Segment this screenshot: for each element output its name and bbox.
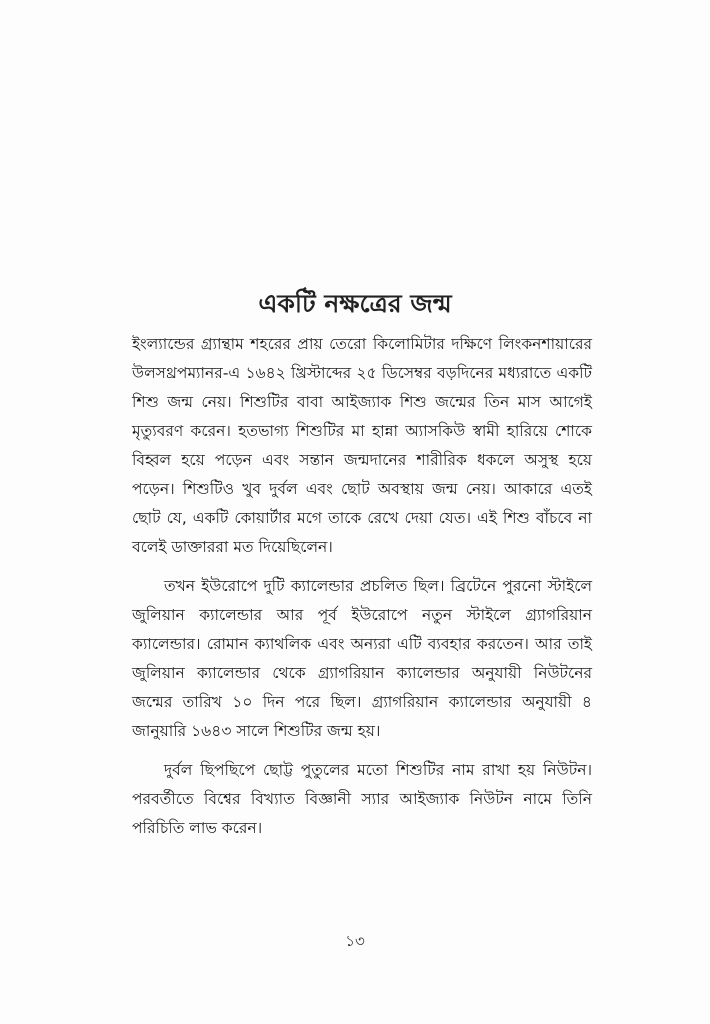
paragraph-3: দুর্বল ছিপছিপে ছোট্ট পুতুলের মতো শিশুটির নাম রাখা হয় নিউটন। পরবর্তীতে বিশ্বের বিখ্যাত বিজ্ঞানী স্যার আইজ্যাক নিউটন নামে তিনি পরিচিতি লাভ করেন। [132, 761, 592, 837]
chapter-title: একটি নক্ষত্রের জন্ম [258, 288, 452, 318]
paragraph-2: তখন ইউরোপে দুটি ক্যালেন্ডার প্রচলিত ছিল। ব্রিটেনে পুরনো স্টাইলে জুলিয়ান ক্যালেন্ডার আর পূর্ব ইউরোপে নতুন স্টাইলে গ্র্যাগরিয়ান ক্যালেন্ডার। রোমান ক্যাথলিক এবং অন্যরা এটি ব্যবহার করতেন। আর তাই জুলিয়ান ক্যালেন্ডার থেকে গ্র্যাগরিয়ান ক্যালেন্ডার অনুযায়ী নিউটনের জন্মের তারিখ ১০ দিন পরে ছিল। গ্র্যাগরিয়ান ক্যালেন্ডার অনুযায়ী ৪ জানুয়ারি ১৬৪৩ সালে শিশুটির জন্ম হয়। [132, 577, 592, 740]
page-number: ১৩ [345, 932, 365, 950]
paragraph-1: ইংল্যান্ডের গ্র্যান্থাম শহরের প্রায় তেরো কিলোমিটার দক্ষিণে লিংকনশায়ারের উলসথ্রপম্যানর-এ ১৬৪২ খ্রিস্টাব্দের ২৫ ডিসেম্বর বড়দিনের মধ্যরাতে একটি শিশু জন্ম নেয়। শিশুটির বাবা আইজ্যাক শিশু জন্মের তিন মাস আগেই মৃত্যুবরণ করেন। হতভাগ্য শিশুটির মা হান্না অ্যাসকিউ স্বামী হারিয়ে শোকে বিহ্বল হয়ে পড়েন এবং সন্তান জন্মদানের শারীরিক ধকলে অসুস্থ হয়ে পড়েন। শিশুটিও খুব দুর্বল এবং ছোট অবস্থায় জন্ম নেয়। আকারে এতই ছোট যে, একটি কোয়ার্টার মগে তাকে রেখে দেয়া যেত। এই শিশু বাঁচবে না বলেই ডাক্তাররা মত দিয়েছিলেন। [132, 335, 592, 556]
body-text [132, 330, 592, 853]
